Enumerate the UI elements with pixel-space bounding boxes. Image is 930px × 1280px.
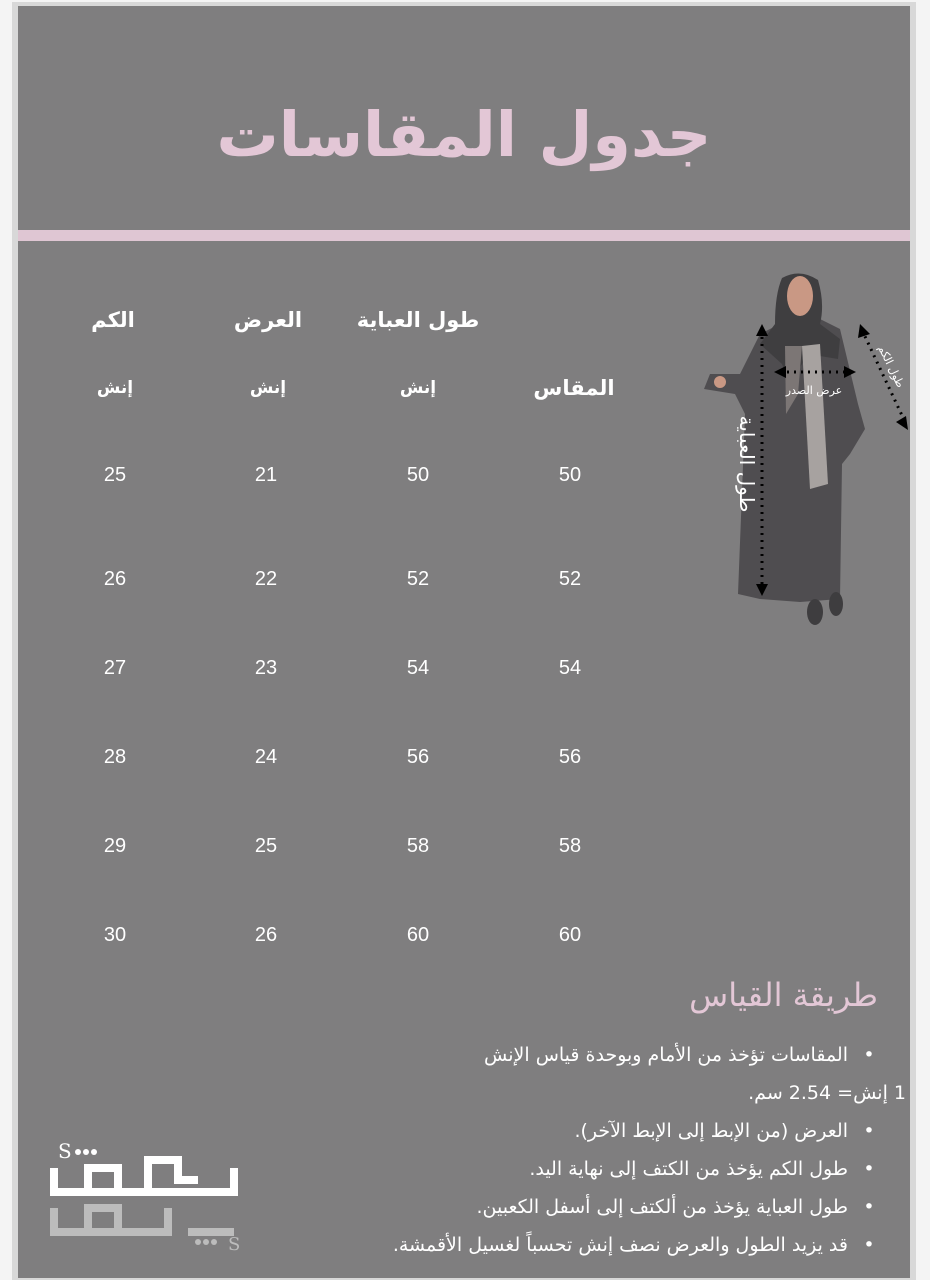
- length-label: طول العباية: [735, 415, 759, 513]
- list-item: •طول العباية يؤخذ من ألكتف إلى أسفل الكعبين.: [80, 1188, 880, 1226]
- cell-width: 25: [254, 835, 278, 857]
- cell-size: 60: [558, 924, 582, 946]
- cell-width: 22: [254, 568, 278, 590]
- list-item: •المقاسات تؤخذ من الأمام وبوحدة قياس الإنش: [80, 1036, 880, 1074]
- cell-width: 23: [254, 657, 278, 679]
- cell-sleeve: 28: [103, 746, 127, 768]
- bullet-icon: •: [863, 1158, 875, 1180]
- cell-width: 26: [254, 924, 278, 946]
- cell-sleeve: 30: [103, 924, 127, 946]
- unit-abaya-length: إنش: [399, 378, 437, 398]
- bullet-icon: •: [863, 1196, 875, 1218]
- bullet-icon: •: [863, 1120, 875, 1142]
- sleeve-label: طول الكم: [875, 343, 908, 390]
- svg-text:S: S: [228, 1234, 241, 1255]
- cell-sleeve: 29: [103, 835, 127, 857]
- bullet-icon: •: [863, 1044, 875, 1066]
- list-item: •قد يزيد الطول والعرض نصف إنش تحسباً لغسيل الأقمشة.: [80, 1226, 880, 1264]
- header-abaya-length: طول العباية: [356, 308, 480, 332]
- howto-title: طريقة القياس: [689, 976, 878, 1014]
- header-width: العرض: [233, 308, 303, 332]
- list-item: 1 إنش= 2.54 سم.: [748, 1082, 906, 1104]
- cell-length: 52: [406, 568, 430, 590]
- abaya-measurement-illustration: [690, 264, 908, 634]
- cell-size: 58: [558, 835, 582, 857]
- cell-sleeve: 25: [103, 464, 127, 486]
- unit-sleeve: إنش: [96, 378, 134, 398]
- cell-size: 56: [558, 746, 582, 768]
- cell-width: 21: [254, 464, 278, 486]
- header-sleeve: الكم: [91, 308, 135, 332]
- cell-length: 50: [406, 464, 430, 486]
- title-divider: [18, 230, 910, 241]
- page-title: جدول المقاسات: [216, 98, 712, 171]
- list-item: •العرض (من الإبط إلى الإبط الآخر).: [80, 1112, 880, 1150]
- chest-label: عرض الصدر: [785, 384, 843, 397]
- unit-width: إنش: [249, 378, 287, 398]
- cell-sleeve: 27: [103, 657, 127, 679]
- cell-width: 24: [254, 746, 278, 768]
- brand-logo: [48, 1134, 248, 1254]
- header-size: المقاس: [533, 376, 615, 400]
- size-chart-sheet: [18, 6, 910, 1278]
- bullet-icon: •: [863, 1234, 875, 1256]
- svg-text:S: S: [58, 1139, 72, 1163]
- cell-size: 54: [558, 657, 582, 679]
- cell-size: 52: [558, 568, 582, 590]
- cell-size: 50: [558, 464, 582, 486]
- cell-length: 60: [406, 924, 430, 946]
- cell-length: 54: [406, 657, 430, 679]
- list-item: •طول الكم يؤخذ من الكتف إلى نهاية اليد.: [80, 1150, 880, 1188]
- cell-length: 56: [406, 746, 430, 768]
- cell-sleeve: 26: [103, 568, 127, 590]
- cell-length: 58: [406, 835, 430, 857]
